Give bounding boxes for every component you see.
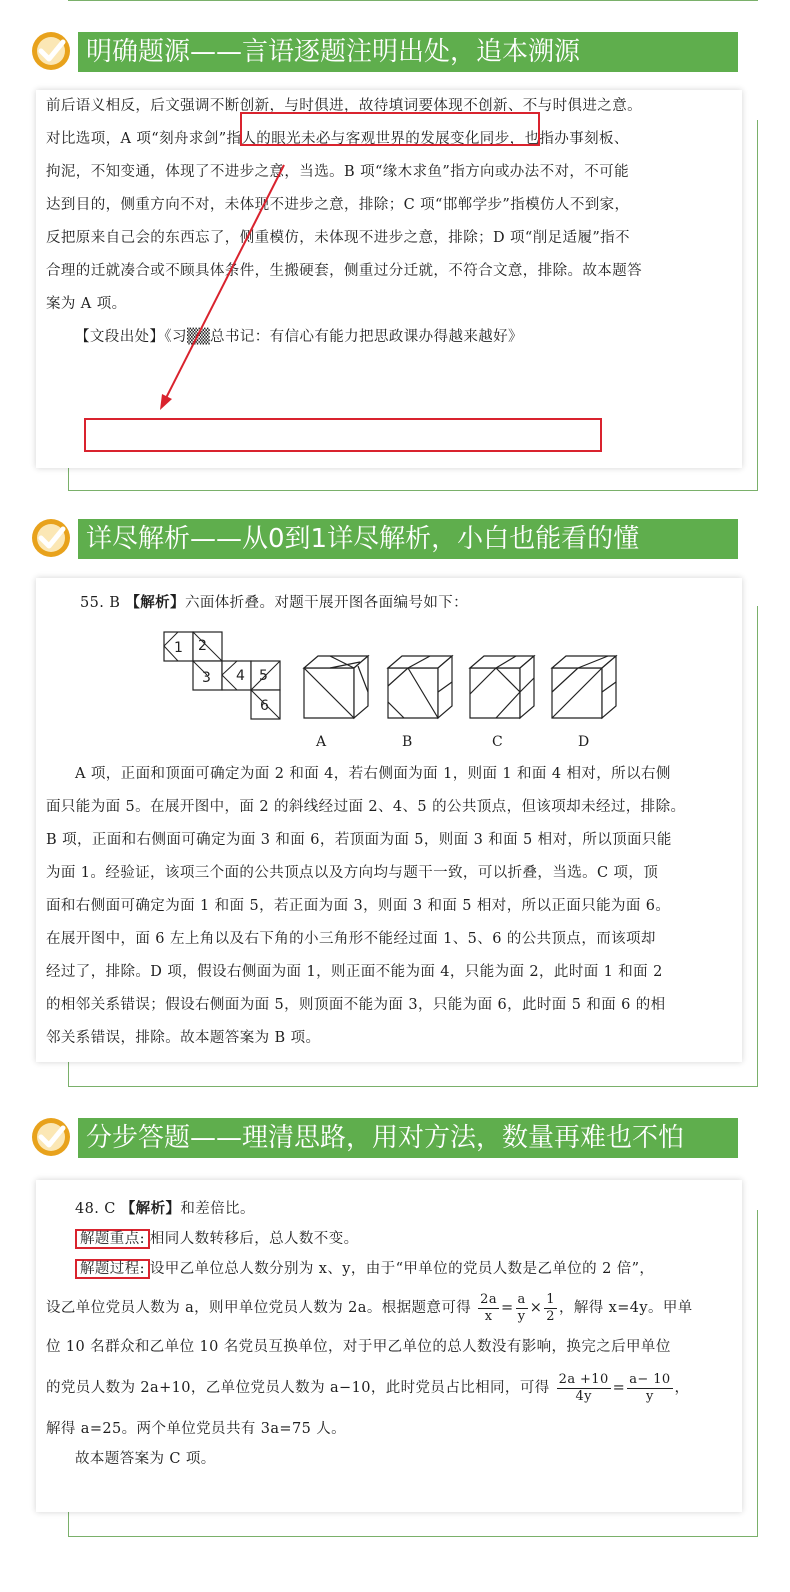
numerator: a− 10 (629, 1371, 671, 1387)
text-line: 邻关系错误，排除。故本题答案为 B 项。 (46, 1030, 321, 1046)
numerator: a (517, 1291, 526, 1307)
pointer-arrow-icon (36, 90, 742, 468)
net-label: 6 (260, 698, 269, 714)
text-segment: ， (674, 1380, 690, 1396)
denominator: 4y (575, 1388, 592, 1404)
answer-line: 故本题答案为 C 项。 (75, 1451, 216, 1467)
denominator: y (517, 1308, 526, 1324)
text-segment: 设乙单位党员人数为 a，则甲单位党员人数为 2a。根据题意可得 (46, 1300, 472, 1316)
text-line: 合理的迁就凑合或不顾具体条件，生搬硬套，侧重过分迁就，不符合文意，排除。故本题答 (46, 263, 642, 279)
section-2-text (46, 758, 736, 1055)
equation-line-2 (46, 1362, 736, 1414)
section-1-header (30, 30, 742, 78)
cube-a (304, 656, 368, 718)
key-point-text: 相同人数转移后，总人数不变。 (149, 1231, 359, 1247)
cube-b (388, 656, 452, 718)
section-3-title: 分步答题——理清思路，用对方法，数量再难也不怕 (78, 1118, 738, 1158)
text-line: 在展开图中，面 6 左上角以及右下角的小三角形不能经过面 1、5、6 的公共顶点，而该项却 (46, 931, 656, 947)
fraction (478, 1292, 499, 1325)
question-55-header (80, 592, 720, 614)
denominator: 2 (546, 1308, 555, 1324)
source-line: 【文段出处】《习▒▒总书记：有信心有能力把思政课办得越来越好》 (75, 329, 523, 345)
check-badge-icon (30, 1116, 72, 1158)
net-label: 1 (174, 640, 183, 656)
text-line: 为面 1。经验证，该项三个面的公共顶点以及方向均与题干一致，可以折叠，当选。C 项，顶 (46, 865, 659, 881)
question-number: 55. B (80, 595, 121, 611)
net-label: 4 (236, 668, 245, 684)
fraction (557, 1372, 611, 1405)
section-3-card (36, 1180, 742, 1512)
text-line: 解得 a=25。两个单位党员共有 3a=75 人。 (46, 1421, 347, 1437)
top-outline (68, 0, 758, 1)
question-intro: 和差倍比。 (180, 1201, 255, 1217)
process-text: 设甲乙单位总人数分别为 x、y，由于“甲单位的党员人数是乙单位的 2 倍”， (149, 1261, 655, 1277)
cube-net-diagram (162, 630, 286, 722)
option-label-c: C (492, 734, 503, 750)
text-line: 位 10 名群众和乙单位 10 名党员互换单位，对于甲乙单位的总人数没有影响，换完之后甲单位 (46, 1339, 671, 1355)
text-line: 案为 A 项。 (46, 296, 127, 312)
text-line: A 项，正面和顶面可确定为面 2 和面 4，若右侧面为面 1，则面 1 和面 4 相对，所以右侧 (75, 766, 671, 782)
fraction (627, 1372, 672, 1405)
text-line: B 项，正面和右侧面可确定为面 3 和面 6，若顶面为面 5，则面 3 和面 5 相对，所以顶面只能 (46, 832, 672, 848)
section-1-title: 明确题源——言语逐题注明出处，追本溯源 (78, 32, 738, 72)
net-label: 3 (202, 670, 211, 686)
key-point-label: 解题重点: (75, 1229, 150, 1249)
text-line: 经过了，排除。D 项，假设右侧面为面 1，则正面不能为面 4，只能为面 2，此时面 1 和面 2 (46, 964, 663, 980)
option-label-a: A (316, 734, 327, 750)
cube-d (552, 656, 616, 718)
check-badge-icon (30, 517, 72, 559)
option-label-d: D (578, 734, 590, 750)
process-line (46, 1254, 736, 1284)
section-2-header (30, 517, 742, 565)
question-intro: 六面体折叠。对题干展开图各面编号如下： (184, 595, 469, 611)
text-line: 拘泥，不知变通，体现了不进步之意，当选。B 项“缘木求鱼”指方向或办法不对，不可能 (46, 164, 629, 180)
text-line: 对比选项，A 项“刻舟求剑”指人的眼光未必与客观世界的发展变化同步，也指办事刻板、 (46, 131, 629, 147)
cube-c (470, 656, 534, 718)
check-badge-icon (30, 30, 72, 72)
text-line: 的相邻关系错误；假设右侧面为面 5，则顶面不能为面 3，只能为面 6，此时面 5 和面 6 的相 (46, 997, 666, 1013)
analysis-tag: 【解析】 (125, 594, 185, 611)
net-label: 5 (259, 668, 268, 684)
numerator: 1 (546, 1291, 555, 1307)
section-1-card (36, 90, 742, 468)
fraction (544, 1292, 557, 1325)
section-2-card (36, 578, 742, 1062)
equation-line-1 (46, 1284, 736, 1332)
section-3-text (46, 1194, 736, 1474)
text-line: 反把原来自己会的东西忘了，侧重模仿，未体现不进步之意，排除；D 项“削足适履”指不 (46, 230, 630, 246)
question-48-header (46, 1194, 736, 1224)
net-label: 2 (198, 638, 207, 654)
numerator: 2a +10 (558, 1371, 609, 1387)
analysis-tag: 【解析】 (120, 1200, 181, 1217)
numerator: 2a (480, 1291, 497, 1307)
section-2-title: 详尽解析——从0到1详尽解析，小白也能看的懂 (78, 519, 738, 559)
times-sign: × (529, 1300, 543, 1316)
text-line: 面和右侧面可确定为面 1 和面 5，若正面为面 3，则面 3 和面 5 相对，所以正面只能为面 6。 (46, 898, 671, 914)
option-label-b: B (402, 734, 413, 750)
option-cubes-diagram (300, 652, 620, 724)
denominator: y (646, 1388, 654, 1404)
equals-sign: = (500, 1300, 514, 1316)
text-segment: ，解得 x=4y。甲单 (558, 1300, 693, 1316)
text-line: 达到目的，侧重方向不对，未体现不进步之意，排除；C 项“邯郸学步”指模仿人不到家， (46, 197, 630, 213)
equals-sign: = (612, 1380, 626, 1396)
text-line: 面只能为面 5。在展开图中，面 2 的斜线经过面 2、4、5 的公共顶点，但该项却未经过，排除。 (46, 799, 686, 815)
question-number: 48. C (75, 1201, 116, 1217)
key-point-line (46, 1224, 736, 1254)
process-label: 解题过程: (75, 1259, 150, 1279)
text-line: 前后语义相反，后文强调不断创新，与时俱进，故待填词要体现不创新、不与时俱进之意。 (46, 98, 642, 114)
text-segment: 的党员人数为 2a+10，乙单位党员人数为 a−10，此时党员占比相同，可得 (46, 1380, 550, 1396)
section-3-header (30, 1116, 742, 1164)
denominator: x (484, 1308, 493, 1324)
fraction (516, 1292, 528, 1325)
